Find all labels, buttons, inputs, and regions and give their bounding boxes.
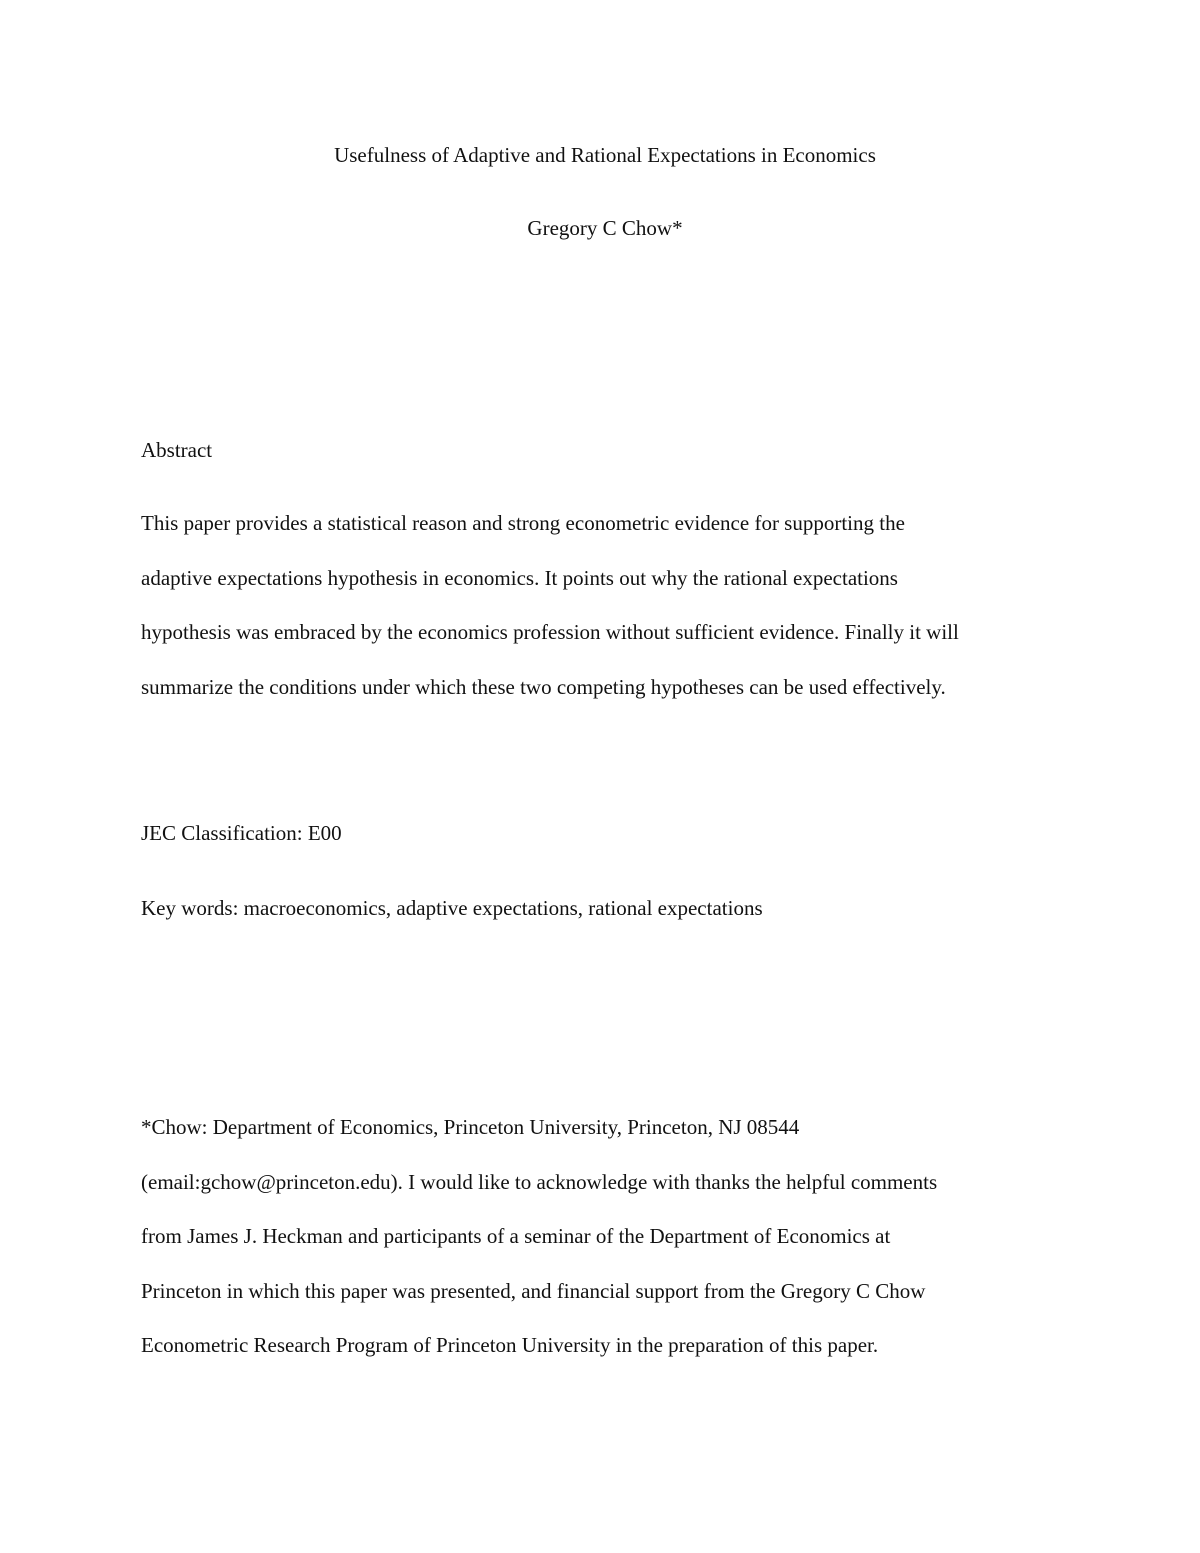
author-footnote xyxy=(141,1113,937,1386)
footnote-line: (email:gchow@princeton.edu). I would like to acknowledge with thanks the helpful comments xyxy=(141,1169,938,1194)
paper-author: Gregory C Chow* xyxy=(527,216,683,240)
keywords: Key words: macroeconomics, adaptive expectations, rational expectations xyxy=(141,896,763,920)
abstract-heading: Abstract xyxy=(141,438,213,462)
abstract-line: hypothesis was embraced by the economics profession without sufficient evidence. Finally it will xyxy=(141,620,959,644)
footnote-line: Econometric Research Program of Princeton University in the preparation of this paper. xyxy=(141,1333,879,1357)
footnote-line: Princeton in which this paper was presented, and financial support from the Gregory C Chow xyxy=(141,1278,926,1303)
abstract-line: This paper provides a statistical reason and strong econometric evidence for supporting the xyxy=(141,511,905,535)
abstract-line: adaptive expectations hypothesis in economics. It points out why the rational expectations xyxy=(141,565,898,590)
footnote-line: *Chow: Department of Economics, Princeton University, Princeton, NJ 08544 xyxy=(141,1115,800,1139)
paper-title: Usefulness of Adaptive and Rational Expectations in Economics xyxy=(334,143,876,167)
footnote-line: from James J. Heckman and participants of a seminar of the Department of Economics at xyxy=(141,1224,891,1248)
abstract-body xyxy=(141,509,959,727)
jec-classification: JEC Classification: E00 xyxy=(141,821,342,845)
abstract-line: summarize the conditions under which these two competing hypotheses can be used effectively. xyxy=(141,674,946,699)
